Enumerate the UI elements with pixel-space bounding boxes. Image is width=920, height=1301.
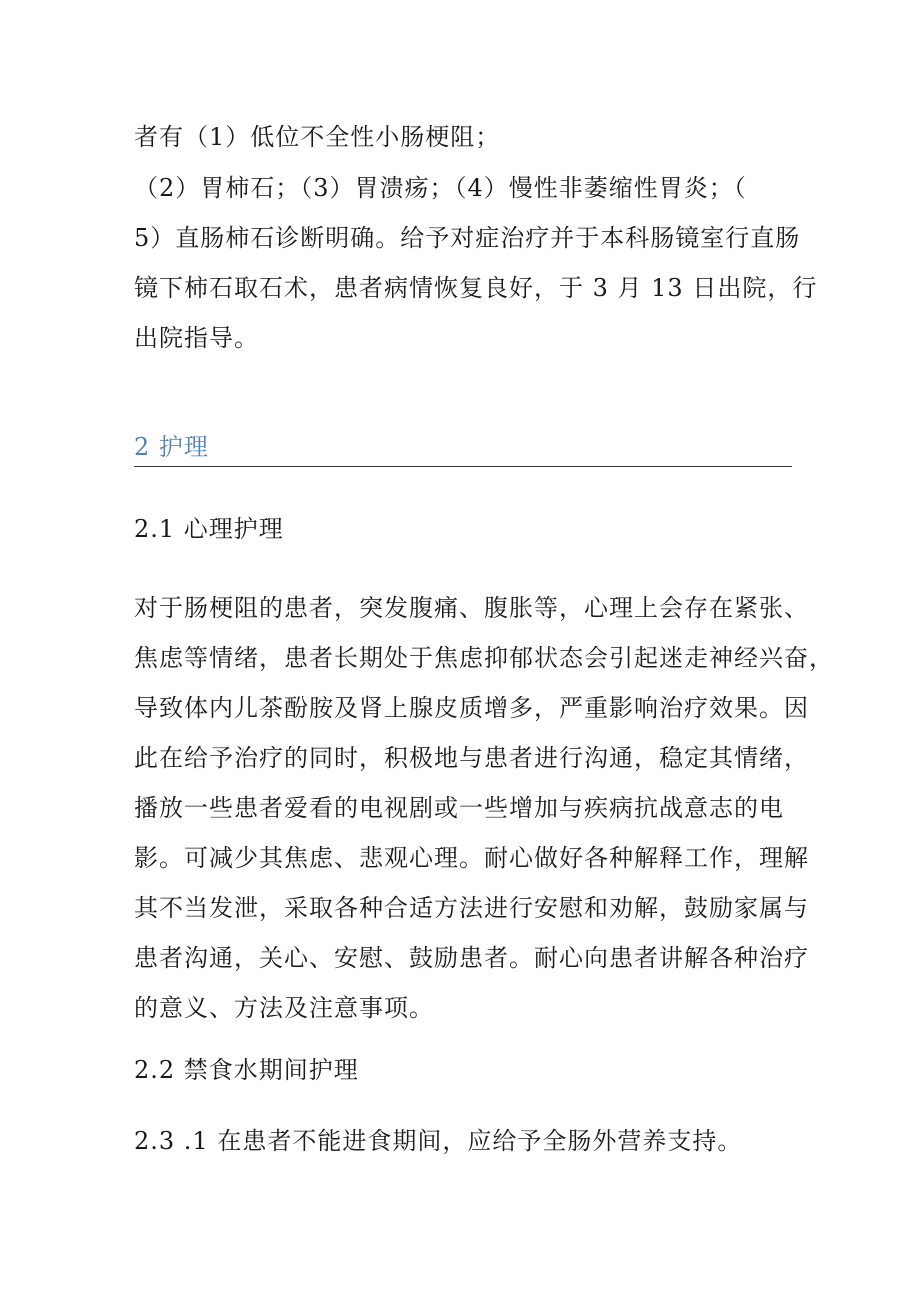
intro-line-3: 5）直肠柿石诊断明确。给予对症治疗并于本科肠镜室行直肠	[134, 224, 801, 252]
psych-line-7: 其不当发泄，采取各种合适方法进行安慰和劝解，鼓励家属与	[134, 894, 809, 922]
intro-line-4: 镜下柿石取石术，患者病情恢复良好，于 3 月 13 日出院，行	[134, 274, 818, 302]
psych-line-6: 影。可减少其焦虑、悲观心理。耐心做好各种解释工作，理解	[134, 844, 809, 872]
psych-line-8: 患者沟通，关心、安慰、鼓励患者。耐心向患者讲解各种治疗	[134, 944, 809, 972]
psych-line-5: 播放一些患者爱看的电视剧或一些增加与疾病抗战意志的电	[134, 794, 784, 822]
intro-line-1: 者有（1）低位不全性小肠梗阻；	[134, 123, 501, 151]
psych-line-1: 对于肠梗阻的患者，突发腹痛、腹胀等，心理上会存在紧张、	[134, 594, 809, 622]
psych-line-3: 导致体内儿茶酚胺及肾上腺皮质增多，严重影响治疗效果。因	[134, 694, 809, 722]
section-heading-nursing: 2 护理	[134, 433, 209, 461]
psych-line-2: 焦虑等情绪，患者长期处于焦虑抑郁状态会引起迷走神经兴奋，	[134, 644, 834, 672]
intro-line-5: 出院指导。	[134, 324, 259, 352]
subsection-heading-psych: 2.1 心理护理	[134, 515, 284, 543]
subsection-text-nutrition: 2.3 .1 在患者不能进食期间，应给予全肠外营养支持。	[134, 1127, 743, 1155]
psych-line-9: 的意义、方法及注意事项。	[134, 994, 434, 1022]
psych-line-4: 此在给予治疗的同时，积极地与患者进行沟通，稳定其情绪，	[134, 744, 809, 772]
intro-line-2: （2）胃柿石；（3）胃溃疡；（4）慢性非萎缩性胃炎；（	[134, 174, 747, 202]
heading-divider	[134, 466, 792, 467]
subsection-heading-fasting: 2.2 禁食水期间护理	[134, 1056, 359, 1084]
